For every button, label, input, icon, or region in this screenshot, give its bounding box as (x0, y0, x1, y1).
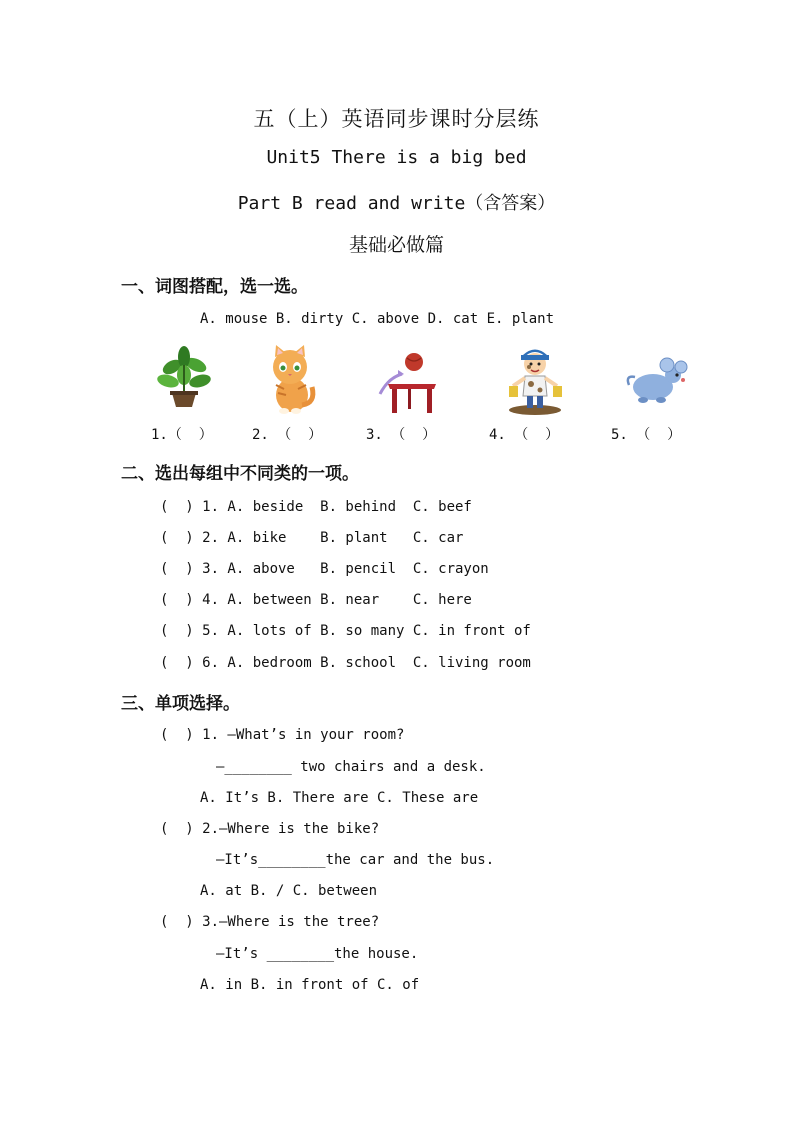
picture-answer-3[interactable]: 3. （ ） (366, 427, 437, 443)
odd-one-out-item: ( ) 6. A. bedroom B. school C. living room (160, 655, 531, 671)
odd-one-out-item: ( ) 5. A. lots of B. so many C. in front of (160, 623, 531, 639)
mcq-answer-line: —It’s________the car and the bus. (216, 852, 495, 868)
section3-heading: 三、单项选择。 (121, 694, 240, 714)
dirty-boy-icon (505, 346, 565, 416)
mcq-question: ( ) 3.—Where is the tree? (160, 914, 380, 930)
mcq-options: A. at B. / C. between (200, 883, 378, 899)
mcq-options: A. in B. in front of C. of (200, 977, 420, 993)
page-title: 五（上）英语同步课时分层练 (253, 107, 540, 131)
mcq-options: A. It’s B. There are C. These are (200, 790, 479, 806)
mcq-question: ( ) 2.—Where is the bike? (160, 821, 380, 837)
odd-one-out-item: ( ) 1. A. beside B. behind C. beef (160, 499, 472, 515)
mouse-icon (625, 355, 693, 407)
picture-answer-4[interactable]: 4. （ ） (489, 427, 560, 443)
ball-above-table-icon (374, 350, 440, 416)
part-title: Part B read and write（含答案） (237, 193, 556, 214)
odd-one-out-item: ( ) 2. A. bike B. plant C. car (160, 530, 464, 546)
mcq-answer-line: —________ two chairs and a desk. (216, 759, 486, 775)
kitten-icon (262, 343, 318, 415)
mcq-answer-line: —It’s ________the house. (216, 946, 419, 962)
unit-title: Unit5 There is a big bed (266, 147, 527, 168)
odd-one-out-item: ( ) 4. A. between B. near C. here (160, 592, 472, 608)
potted-plant-icon (154, 345, 214, 411)
picture-answer-2[interactable]: 2. （ ） (252, 427, 323, 443)
section-subtitle: 基础必做篇 (348, 234, 444, 256)
mcq-question: ( ) 1. —What’s in your room? (160, 727, 405, 743)
odd-one-out-item: ( ) 3. A. above B. pencil C. crayon (160, 561, 489, 577)
picture-answer-5[interactable]: 5. （ ） (611, 427, 682, 443)
picture-answer-1[interactable]: 1.（ ） (151, 427, 213, 443)
section2-heading: 二、选出每组中不同类的一项。 (121, 464, 359, 484)
section1-options: A. mouse B. dirty C. above D. cat E. plant (200, 311, 555, 327)
section1-heading: 一、词图搭配，选一选。 (121, 277, 308, 297)
